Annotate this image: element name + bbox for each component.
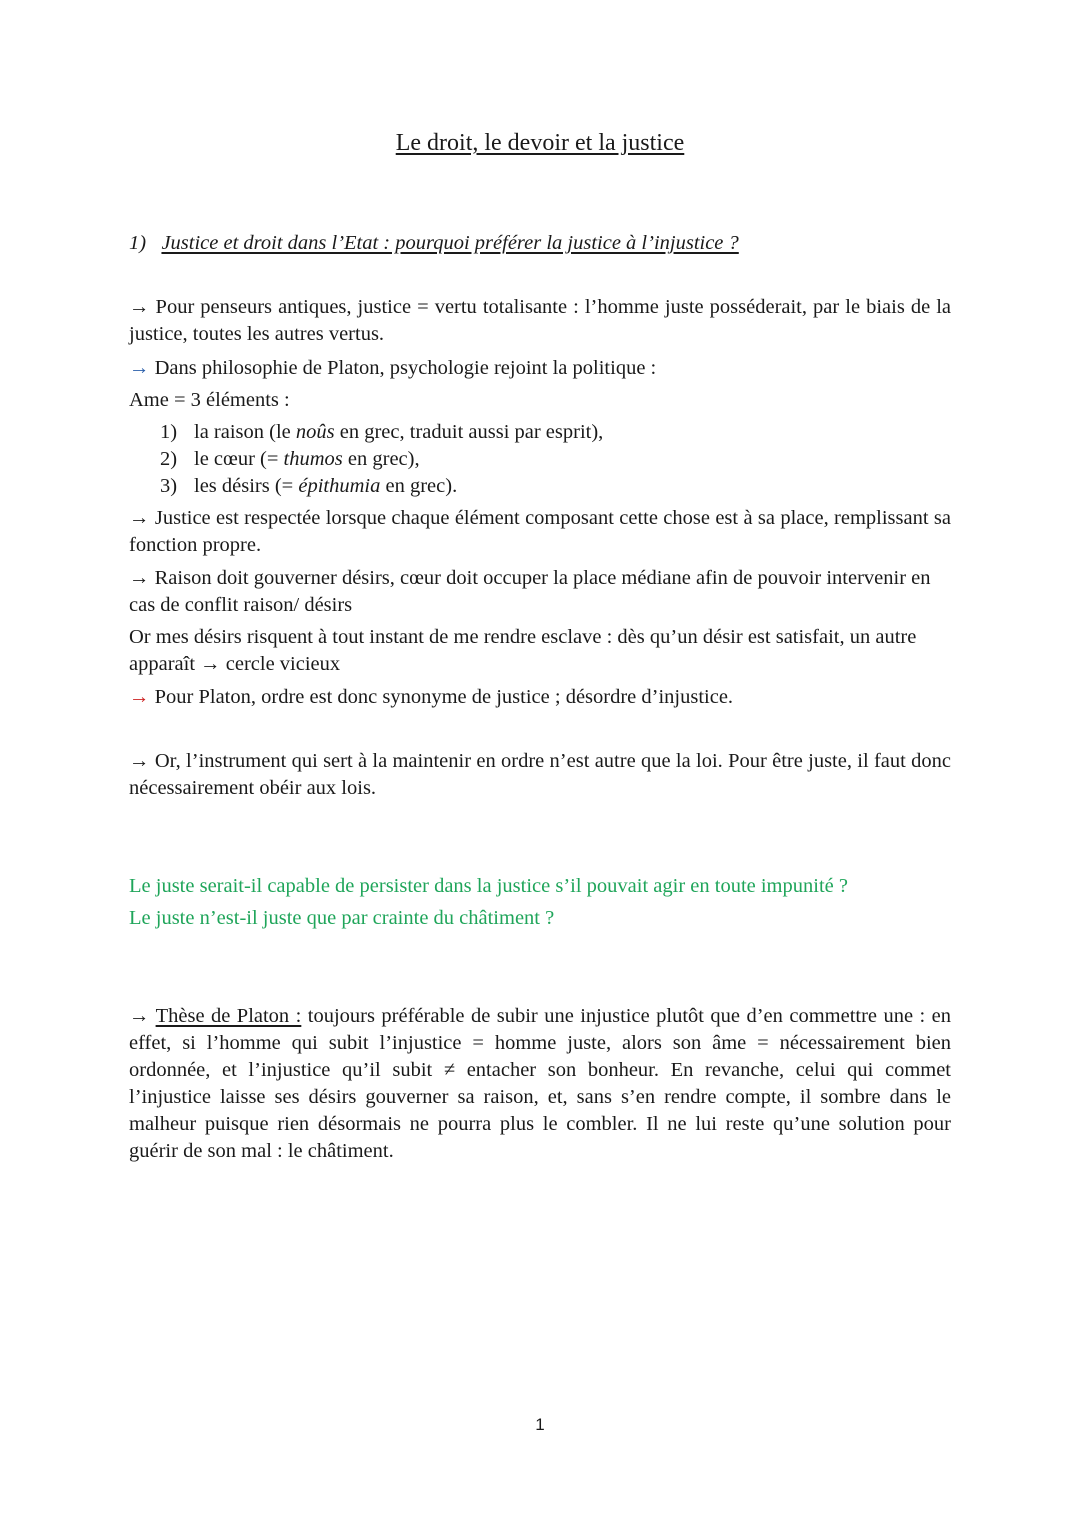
question: Le juste serait-il capable de persister dans la justice s’il pouvait agir en toute impunité ? [129,875,848,897]
document-title: Le droit, le devoir et la justice [395,130,685,156]
arrow-icon: → [129,357,150,379]
list-item: 3) les désirs (= épithumia en grec). [160,475,458,497]
arrow-icon: → [129,567,150,589]
arrow-icon: → [129,296,150,318]
paragraph: → Dans philosophie de Platon, psychologie rejoint la politique : [129,357,657,379]
paragraph: Or mes désirs risquent à tout instant de me rendre esclave : dès qu’un désir est satisfait, un autre apparaît → cercle vicieux [129,626,917,675]
arrow-icon: → [129,750,150,772]
thesis-label: Thèse de Platon : [155,1005,302,1027]
paragraph: → Or, l’instrument qui sert à la maintenir en ordre n’est autre que la loi. Pour être juste, il faut donc nécessairement obéir aux lois. [129,750,951,799]
arrow-icon: → [200,653,221,675]
list-item: 2) le cœur (= thumos en grec), [160,448,420,470]
paragraph: Ame = 3 éléments : [129,389,290,411]
section-number: 1) [129,232,147,254]
paragraph: → Pour penseurs antiques, justice = vertu totalisante : l’homme juste posséderait, par le biais de la justice, toutes les autres vertus. [129,296,952,345]
paragraph: → Raison doit gouverner désirs, cœur doit occuper la place médiane afin de pouvoir intervenir en cas de conflit raison/ désirs [129,567,931,616]
paragraph: → Thèse de Platon : toujours préférable de subir une injustice plutôt que d’en commettre une : en effet, si l’homme qui subit l’injustice = homme juste, alors son âme = nécessairement bien ordonnée, et l’injustice qu’il subit ≠ entacher son bonheur. En revanche, celui qui commet l’injustice laisse ses désirs gouverner sa raison, et, sans s’en rendre compte, il sombre dans le malheur puisque rien désormais ne pourra plus le combler. Il ne lui reste qu’une solution pour guérir de son mal : le châtiment. [129,1005,951,1162]
section-heading [129,230,951,257]
paragraph: → Justice est respectée lorsque chaque élément composant cette chose est à sa place, remplissant sa fonction propre. [129,507,951,556]
arrow-icon: → [129,686,150,708]
question: Le juste n’est-il juste que par crainte du châtiment ? [129,907,555,929]
page-number: 1 [535,1415,545,1434]
section-title: Justice et droit dans l’Etat : pourquoi préférer la justice à l’injustice ? [161,232,739,254]
soul-elements-list [160,419,960,500]
list-item: 1) la raison (le noûs en grec, traduit aussi par esprit), [160,421,604,443]
paragraph: → Pour Platon, ordre est donc synonyme de justice ; désordre d’injustice. [129,686,734,708]
arrow-icon: → [129,1005,150,1027]
arrow-icon: → [129,507,150,529]
